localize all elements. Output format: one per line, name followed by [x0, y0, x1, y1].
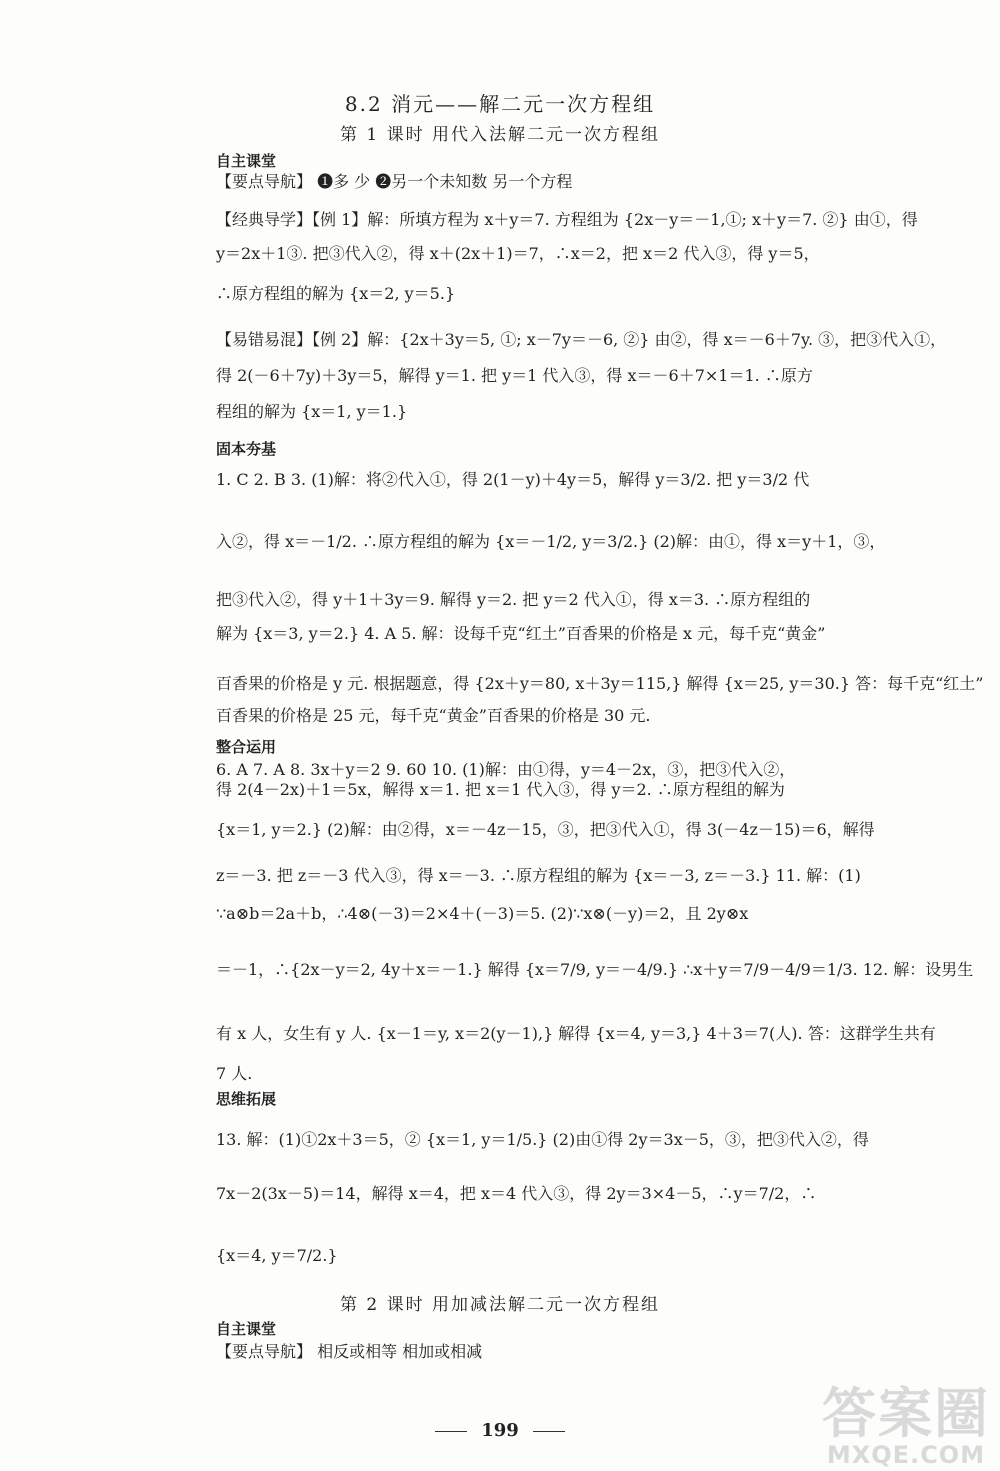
text-line: z＝－3. 把 z＝－3 代入③，得 x＝－3. ∴原方程组的解为 {x＝－3, z＝－3.} 11. 解：(1): [216, 866, 861, 885]
text-line: 解为 {x＝3, y＝2.} 4. A 5. 解：设每千克“红土”百香果的价格是 x 元，每千克“黄金”: [216, 624, 826, 643]
section-zizhu-ketang-2: 自主课堂: [216, 1320, 277, 1338]
section-guben-hangji: 固本夯基: [216, 440, 277, 458]
text-line: 得 2(4－2x)＋1＝5x，解得 x＝1. 把 x＝1 代入③，得 y＝2. ∴原方程组的解为: [216, 780, 785, 799]
text-line: 百香果的价格是 y 元. 根据题意，得 {2x＋y＝80, x＋3y＝115,} 解得 {x＝25, y＝30.} 答：每千克“红土”: [216, 674, 984, 693]
text-line: 13. 解：(1)①2x＋3＝5，② {x＝1, y＝1/5.} (2)由①得 2y＝3x－5，③，把③代入②，得: [216, 1130, 869, 1149]
text-line: 7 人.: [216, 1064, 253, 1083]
text-line: 百香果的价格是 25 元，每千克“黄金”百香果的价格是 30 元.: [216, 706, 651, 725]
text-line: {x＝4, y＝7/2.}: [216, 1246, 338, 1265]
text-line: 【易错易混】【例 2】解：{2x＋3y＝5, ①; x－7y＝－6, ②} 由②，得 x＝－6＋7y. ③，把③代入①，: [216, 330, 947, 349]
text-line: 7x－2(3x－5)＝14，解得 x＝4，把 x＝4 代入③，得 2y＝3×4－5，∴y＝7/2，∴: [216, 1184, 817, 1203]
text-line: 入②，得 x＝－1/2. ∴原方程组的解为 {x＝－1/2, y＝3/2.} (2)解：由①，得 x＝y＋1，③，: [216, 532, 886, 551]
text-line: 程组的解为 {x＝1, y＝1.}: [216, 402, 408, 421]
text-line: 有 x 人，女生有 y 人. {x－1＝y, x＝2(y－1),} 解得 {x＝4, y＝3,} 4＋3＝7(人). 答：这群学生共有: [216, 1024, 936, 1043]
text-line: y＝2x＋1③. 把③代入②，得 x＋(2x＋1)＝7，∴x＝2，把 x＝2 代入③，得 y＝5，: [216, 244, 820, 263]
text-line: {x＝1, y＝2.} (2)解：由②得，x＝－4z－15，③，把③代入①，得 3(－4z－15)＝6，解得: [216, 820, 875, 839]
text-line: 【要点导航】 ❶多 少 ❷另一个未知数 另一个方程: [216, 172, 573, 191]
text-line: 1. C 2. B 3. (1)解：将②代入①，得 2(1－y)＋4y＝5，解得 y＝3/2. 把 y＝3/2 代: [216, 470, 810, 489]
text-line: 6. A 7. A 8. 3x＋y＝2 9. 60 10. (1)解：由①得，y＝4－2x，③，把③代入②，: [216, 760, 796, 779]
section-zhenghe-yunyong: 整合运用: [216, 738, 277, 756]
footer-dash-left: [435, 1431, 467, 1432]
watermark-site: MXQE.COM: [826, 1441, 986, 1469]
text-line: ∵a⊗b＝2a＋b，∴4⊗(－3)＝2×4＋(－3)＝5. (2)∵x⊗(－y)＝2，且 2y⊗x: [216, 904, 749, 923]
text-line: 【要点导航】 相反或相等 相加或相减: [216, 1342, 483, 1361]
chapter-title: 8.2 消元——解二元一次方程组: [344, 92, 656, 116]
watermark-logo: [822, 1382, 990, 1469]
text-line: 把③代入②，得 y＋1＋3y＝9. 解得 y＝2. 把 y＝2 代入①，得 x＝3. ∴原方程组的: [216, 590, 811, 609]
text-line: ＝－1，∴{2x－y＝2, 4y＋x＝－1.} 解得 {x＝7/9, y＝－4/9.} ∴x＋y＝7/9－4/9＝1/3. 12. 解：设男生: [216, 960, 974, 979]
watermark-logo-text: 答案圈: [822, 1382, 990, 1445]
text-line: ∴原方程组的解为 {x＝2, y＝5.}: [216, 284, 456, 303]
text-line: 得 2(－6＋7y)＋3y＝5，解得 y＝1. 把 y＝1 代入③，得 x＝－6＋7×1＝1. ∴原方: [216, 366, 813, 385]
section-zizhu-ketang: 自主课堂: [216, 152, 277, 170]
text-line: 【经典导学】【例 1】解：所填方程为 x＋y＝7. 方程组为 {2x－y＝－1,①; x＋y＝7. ②} 由①，得: [216, 210, 918, 229]
page-number: 199: [481, 1420, 519, 1441]
lesson-2-title: 第 2 课时 用加减法解二元一次方程组: [339, 1295, 661, 1315]
footer-dash-right: [533, 1431, 565, 1432]
section-siwei-tuozhan: 思维拓展: [216, 1090, 277, 1108]
lesson-1-title: 第 1 课时 用代入法解二元一次方程组: [339, 125, 661, 145]
